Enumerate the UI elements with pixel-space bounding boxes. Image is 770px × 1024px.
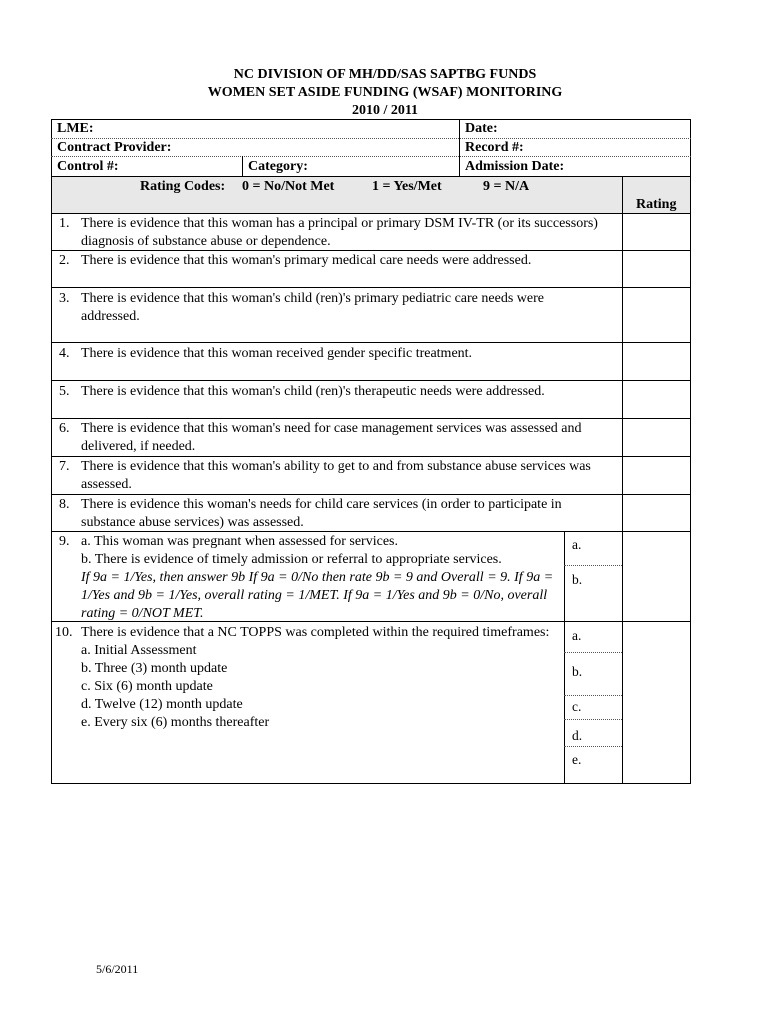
divider [51,494,691,495]
table-bottom-border [51,783,691,784]
divider [51,287,691,288]
divider [51,380,691,381]
item-number: 6. [59,421,70,436]
rating-code-na: 9 = N/A [483,179,530,194]
item-text: There is evidence that this woman received gender specific treatment. [81,346,473,361]
divider [51,418,691,419]
title-line-1: NC DIVISION OF MH/DD/SAS SAPTBG FUNDS [233,67,537,82]
item-text: There is evidence that this woman's need for case management services was assessed and delivered, if needed. [81,421,582,454]
title-line-3: 2010 / 2011 [351,103,419,118]
divider [51,621,691,622]
admission-date-label: Admission Date: [465,159,565,174]
rating-column-divider [622,177,623,784]
rating-box-10b: b. [572,664,583,679]
item-text: There is evidence that this woman's ability to get to and from substance abuse services was assessed. [81,459,591,492]
item-number: 5. [59,384,70,399]
divider [51,456,691,457]
rating-box-10c: c. [572,699,582,714]
contract-provider-label: Contract Provider: [57,140,172,155]
table-top-border [51,119,691,120]
divider [51,213,691,214]
divider [564,695,622,696]
rating-code-no: 0 = No/Not Met [242,179,335,194]
divider [564,746,622,747]
item-10-sub-a: a. Initial Assessment [81,643,197,658]
footer-date: 5/6/2011 [96,962,139,976]
item-text: There is evidence this woman's needs for child care services (in order to participate in substance abuse services) was assessed. [81,497,562,530]
control-label: Control #: [57,159,119,174]
item-9b-text: b. There is evidence of timely admission or referral to appropriate services. [81,552,502,567]
item-number: 1. [59,216,70,231]
divider [242,156,243,176]
item-10-text: There is evidence that a NC TOPPS was completed within the required timeframes: [81,625,550,640]
rating-box-10a: a. [572,628,582,643]
divider [459,119,460,176]
item-text: There is evidence that this woman's child (ren)'s therapeutic needs were addressed. [81,384,545,399]
divider [51,531,691,532]
item-10-sub-e: e. Every six (6) months thereafter [81,715,270,730]
item-10-sub-d: d. Twelve (12) month update [81,697,243,712]
item-number: 9. [59,534,70,549]
item-number: 3. [59,291,70,306]
record-label: Record #: [465,140,524,155]
rating-codes-label: Rating Codes: [140,179,226,194]
divider [51,250,691,251]
divider [564,565,622,566]
rating-box-10e: e. [572,752,582,767]
divider [564,652,622,653]
item-9a-text: a. This woman was pregnant when assessed for services. [81,534,398,549]
divider [564,531,565,621]
date-label: Date: [465,121,498,136]
table-right-border [690,119,691,784]
item-text: There is evidence that this woman's primary medical care needs were addressed. [81,253,532,268]
item-number: 10. [55,625,73,640]
item-text: There is evidence that this woman's child (ren)'s primary pediatric care needs were addressed. [81,291,544,324]
divider [51,342,691,343]
item-number: 7. [59,459,70,474]
divider [51,156,691,157]
item-number: 2. [59,253,70,268]
table-left-border [51,119,52,784]
item-10-sub-c: c. Six (6) month update [81,679,213,694]
item-number: 4. [59,346,70,361]
title-line-2: WOMEN SET ASIDE FUNDING (WSAF) MONITORING [207,85,563,100]
divider [564,621,565,783]
item-text: There is evidence that this woman has a principal or primary DSM IV-TR (or its successors) diagnosis of substance abuse or dependence. [81,216,598,249]
item-10-sub-b: b. Three (3) month update [81,661,228,676]
rating-code-yes: 1 = Yes/Met [372,179,442,194]
item-9-note: If 9a = 1/Yes, then answer 9b If 9a = 0/No then rate 9b = 9 and Overall = 9. If 9a = 1/Yes and 9b = 1/Yes, overall rating = 1/MET. If 9a = 1/Yes and 9b = 0/No, overall rating = 0/NOT MET. [81,570,554,621]
rating-column-header: Rating [636,197,677,212]
rating-box-10d: d. [572,728,583,743]
divider [564,719,622,720]
category-label: Category: [248,159,308,174]
rating-box-9a: a. [572,537,582,552]
rating-box-9b: b. [572,572,583,587]
item-number: 8. [59,497,70,512]
lme-label: LME: [57,121,94,136]
